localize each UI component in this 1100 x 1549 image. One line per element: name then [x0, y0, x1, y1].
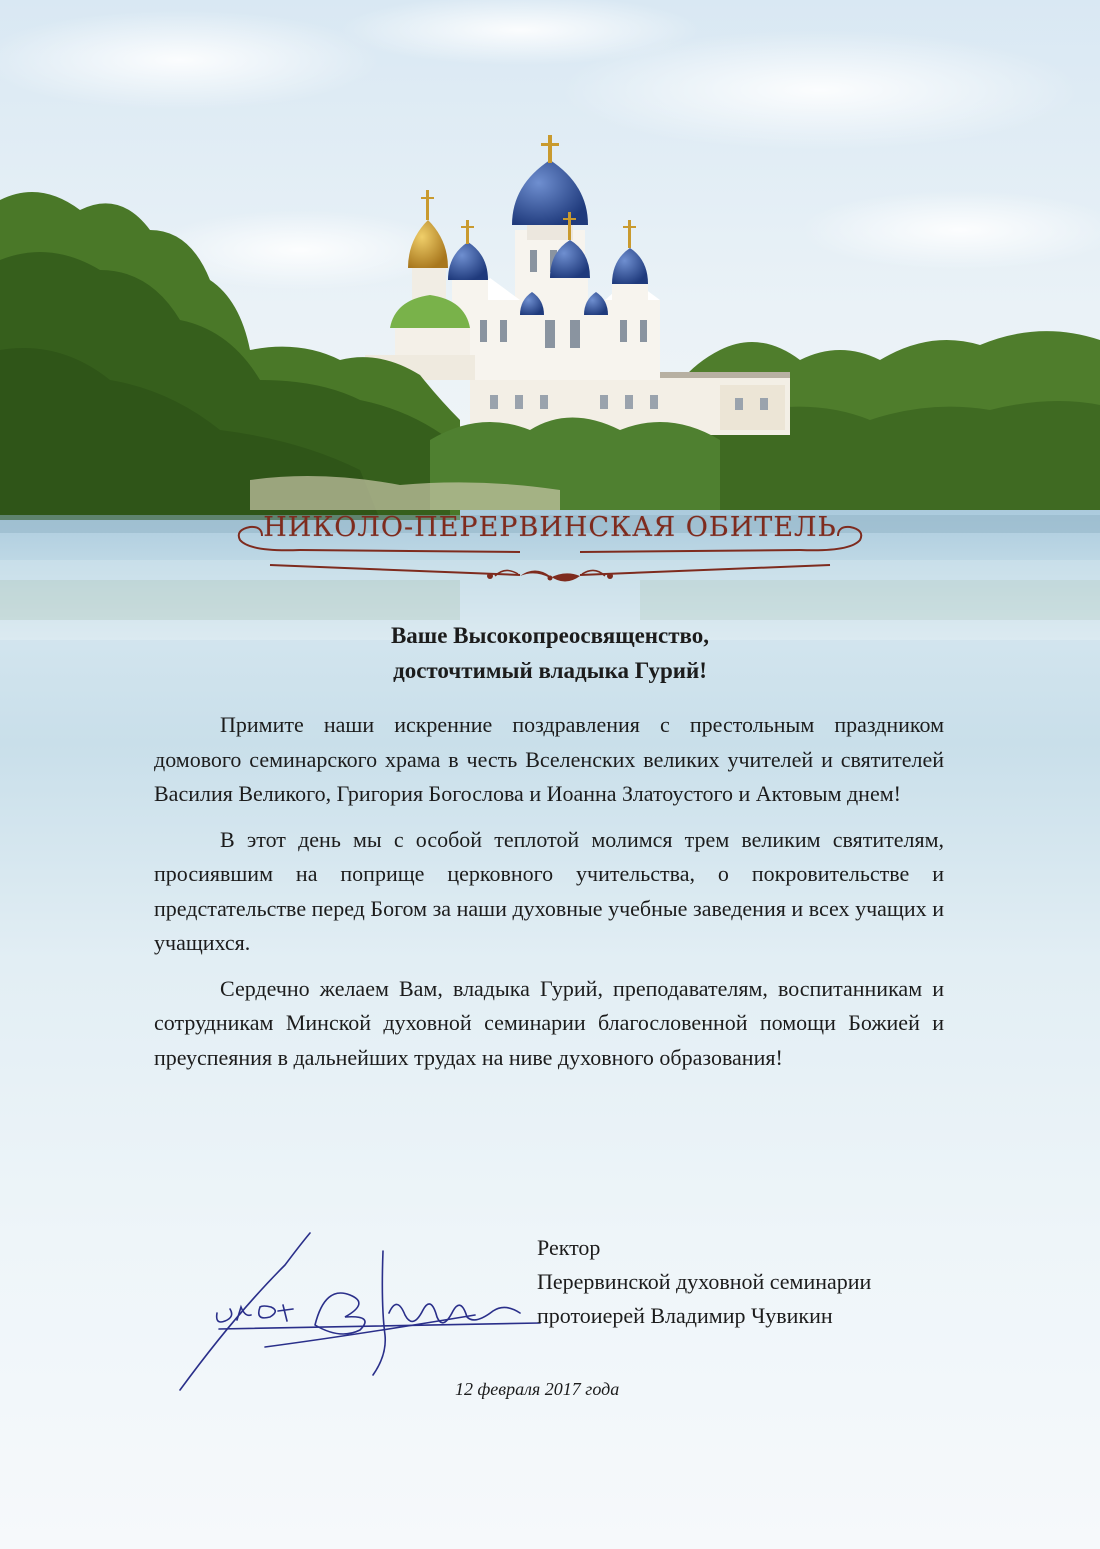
paragraph-3: Сердечно желаем Вам, владыка Гурий, преподавателям, воспитанникам и сотрудникам Минской духовной семинарии благословенной помощи Божией и преуспеяния в дальнейших трудах на ниве духовного образования!: [154, 975, 944, 1070]
greeting: [0, 618, 1100, 688]
letter-body: [154, 708, 944, 1086]
monastery-landscape-image: [0, 0, 1100, 640]
monastery-title: НИКОЛО-ПЕРЕРВИНСКАЯ ОБИТЕЛЬ: [263, 512, 837, 543]
paragraph-2: В этот день мы с особой теплотой молимся трем великим святителям, просиявшим на поприще церковного учительства, о покровительстве и предстательстве перед Богом за наши духовные учебные заведения и всех учащих и учащихся.: [154, 826, 944, 955]
signatory-name: протоиерей Владимир Чувикин: [537, 1303, 833, 1328]
paragraph-1: Примите наши искренние поздравления с престольным праздником домового семинарского храма в честь Вселенских великих учителей и святителей Василия Великого, Григория Богослова и Иоанна Златоустого и Актовым днем!: [154, 712, 944, 806]
signatory-institution: Перервинской духовной семинарии: [537, 1269, 872, 1294]
greeting-line-2: досточтимый владыка Гурий!: [393, 658, 707, 683]
handwritten-signature: [175, 1225, 545, 1400]
greeting-line-1: Ваше Высокопреосвященство,: [390, 623, 710, 648]
letter-date: 12 февраля 2017 года: [455, 1379, 620, 1399]
signatory-position: Ректор: [537, 1235, 601, 1260]
signature-block: [537, 1231, 871, 1333]
